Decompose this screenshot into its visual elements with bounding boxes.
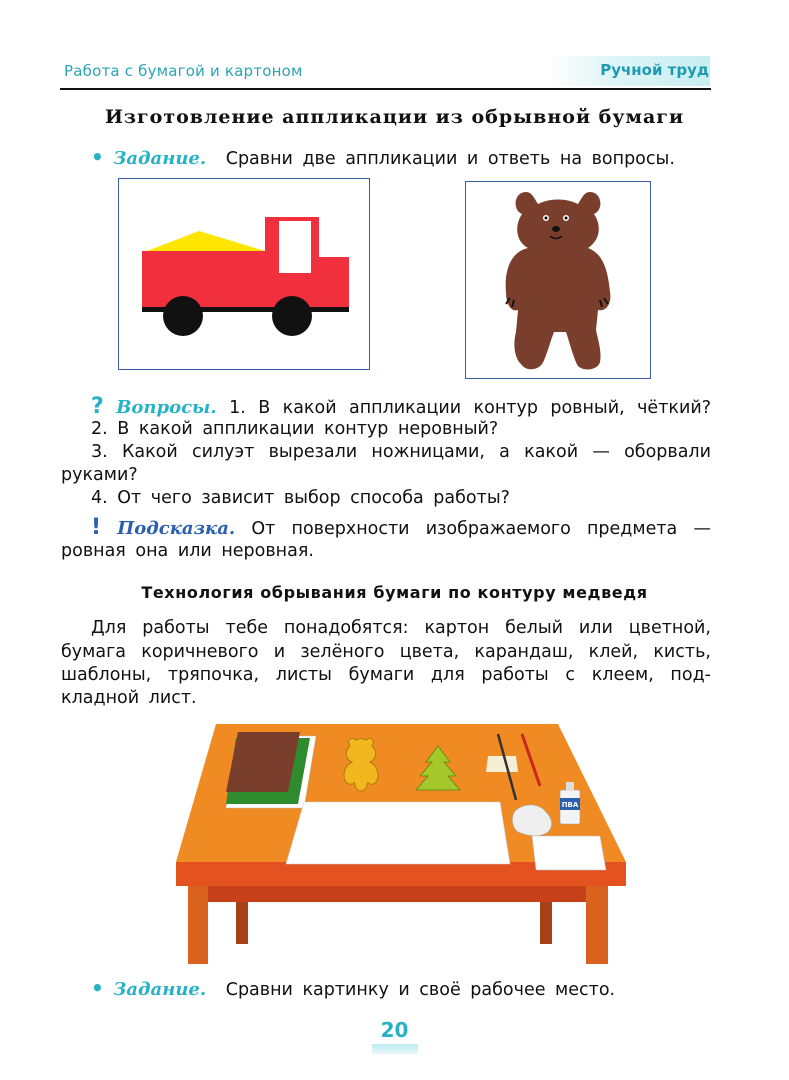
task2-label: Задание. [113,979,207,1000]
hint-line-1 [91,516,711,541]
task2-text: Сравни картинку и своё рабочее место. [225,980,616,1000]
task2-line [91,977,711,1002]
question-3-continued: руками? [61,465,138,485]
workplace-illustration [176,716,626,966]
materials-line-1: Для работы тебе понадобятся: картон белый или цветной, [91,618,711,638]
question-3: 3. Какой силуэт вырезали ножницами, а какой — оборвали [91,442,711,462]
exclamation-icon: ! [91,515,102,540]
glue-label: ПВА [561,801,579,809]
materials-line-3: шаблоны, тряпочка, листы бумаги для работы с клеем, под- [61,665,711,685]
running-header-section: Работа с бумагой и картоном [64,62,303,80]
bullet-icon: • [91,976,104,1000]
page-number-band [372,1044,418,1054]
page-title: Изготовление аппликации из обрывной бумаги [104,106,685,128]
hint-text-2: ровная она или неровная. [61,541,314,561]
question-4: 4. От чего зависит выбор способа работы? [91,488,510,508]
truck-applique-frame [118,178,370,370]
header-rule [60,88,711,90]
task1-text: Сравни две аппликации и ответь на вопросы. [225,149,675,169]
bear-applique-image [466,182,650,378]
question-mark-icon: ? [91,394,104,419]
questions-line-1 [91,395,711,420]
section-subtitle: Технология обрывания бумаги по контуру медведя [141,583,648,602]
bear-applique-frame [465,181,651,379]
bullet-icon: • [91,145,104,169]
materials-line-2: бумага коричневого и зелёного цвета, карандаш, клей, кисть, [61,642,711,662]
task1-line [91,146,711,171]
hint-label: Подсказка. [117,518,236,539]
task1-label: Задание. [113,148,207,169]
page-number: 20 [380,1018,409,1042]
question-1: 1. В какой аппликации контур ровный, чёткий? [229,398,711,418]
hint-text-1: От поверхности изображаемого предмета — [251,519,711,539]
running-header-subject: Ручной труд [600,61,709,79]
materials-line-4: кладной лист. [61,688,197,708]
truck-applique-image [119,179,369,369]
questions-label: Вопросы. [116,397,217,418]
question-2: 2. В какой аппликации контур неровный? [91,419,499,439]
